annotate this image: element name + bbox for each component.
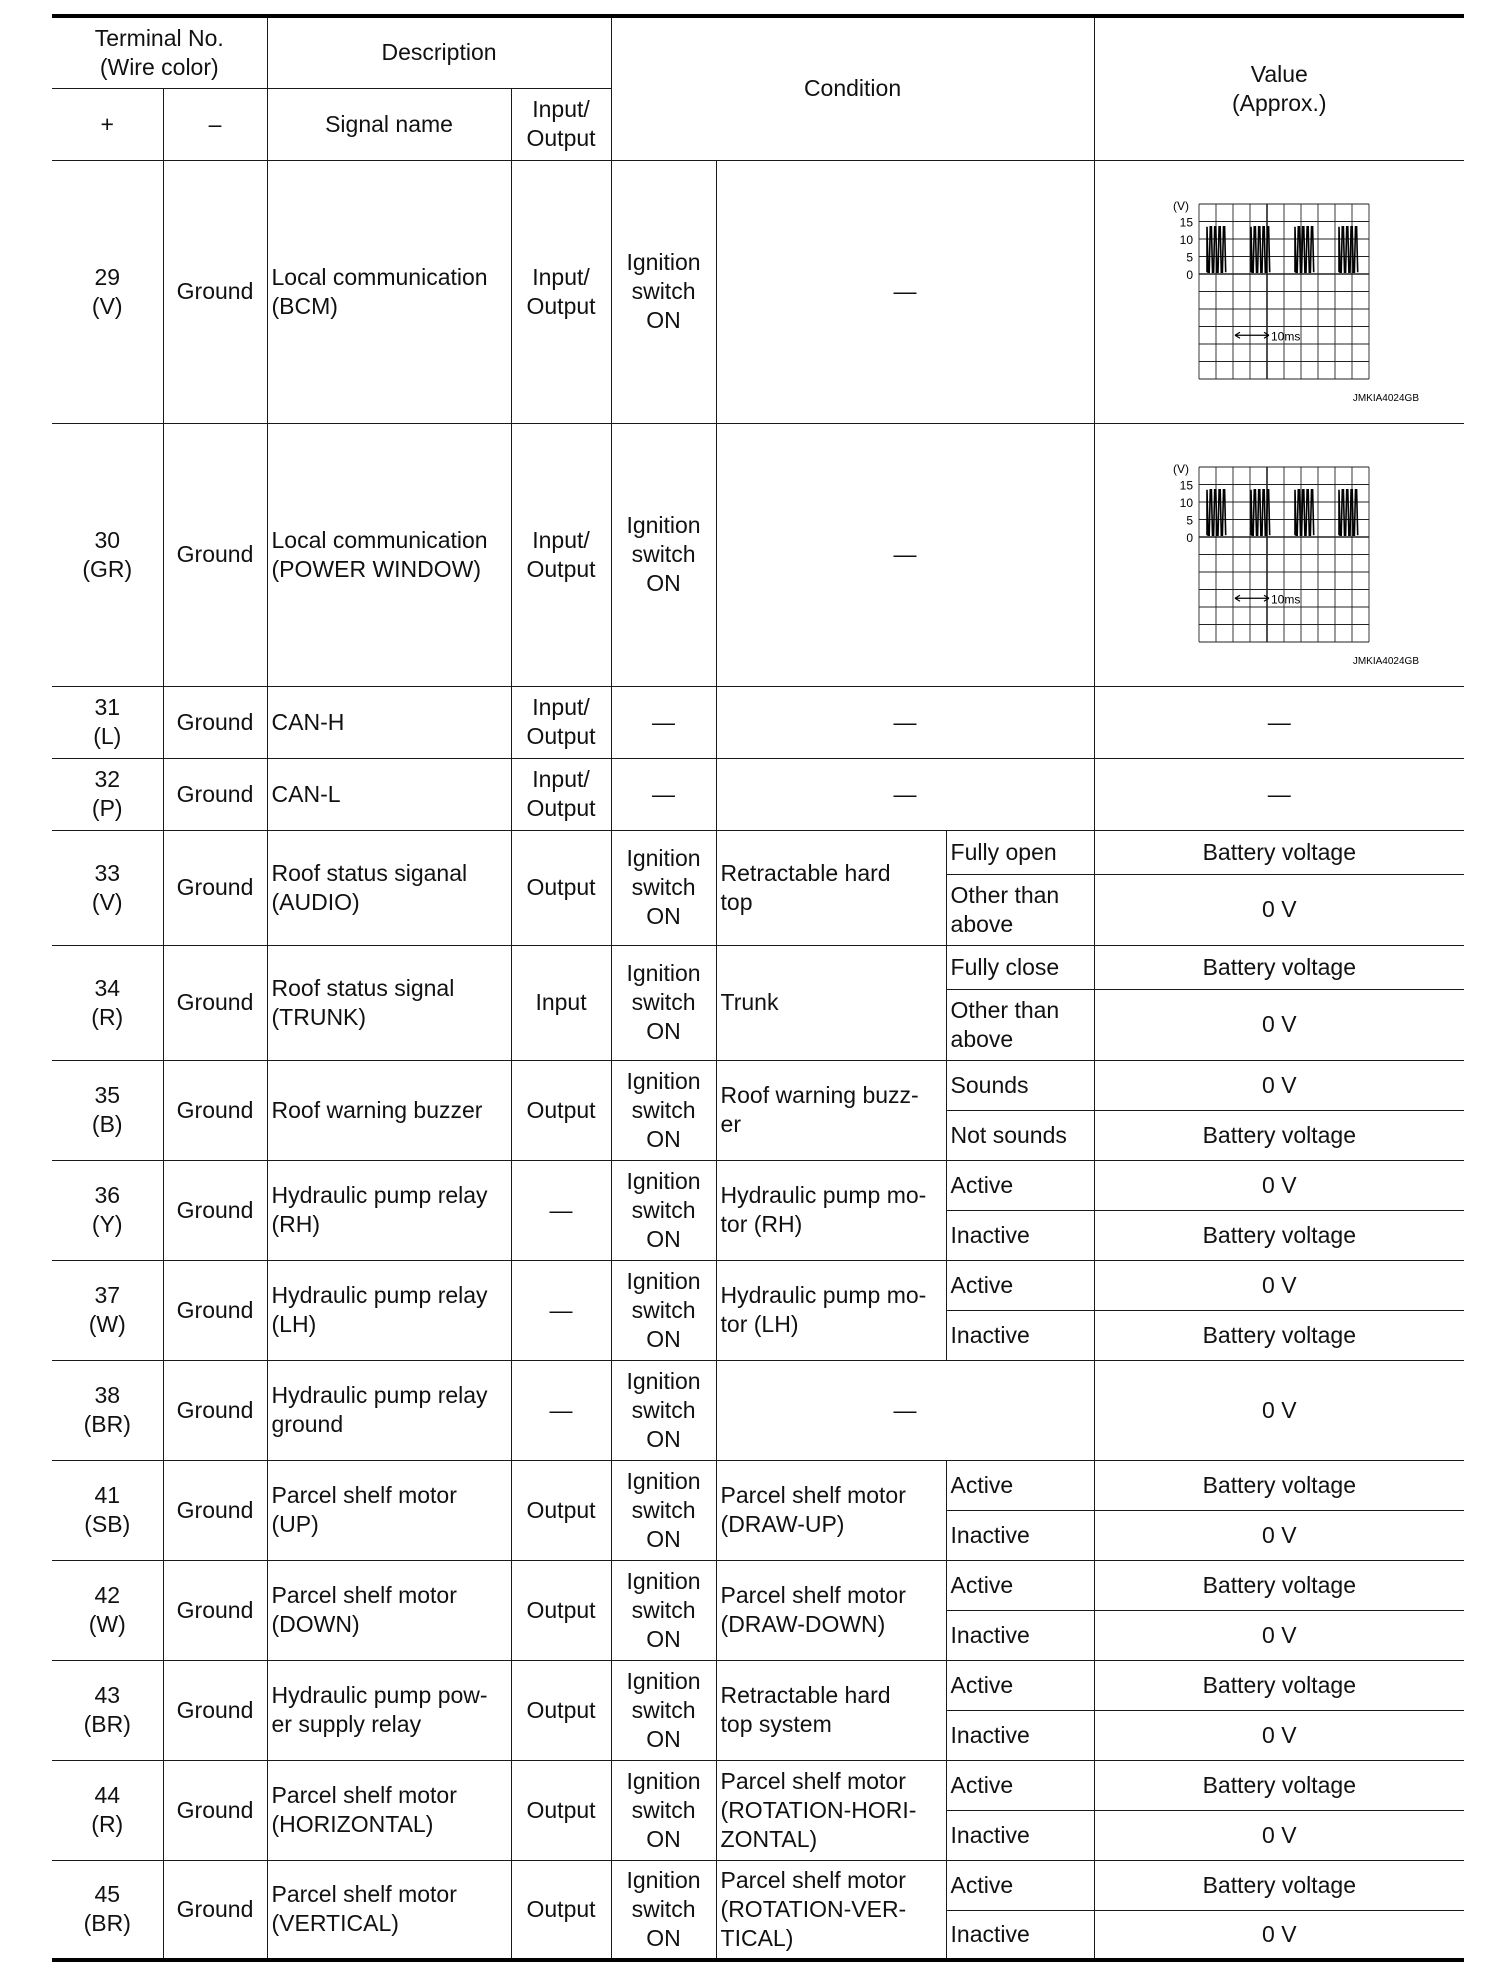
signal-name: Local communication (BCM) [267,160,511,423]
condition-ignition: Ignition switch ON [611,1760,716,1860]
terminal-number: 41 (SB) [52,1460,163,1560]
table-row [52,1660,1464,1710]
condition-detail: Retractable hard top [716,830,946,945]
ground-terminal: Ground [163,1760,267,1860]
table-row [52,1560,1464,1610]
condition-state: Inactive [946,1210,1094,1260]
table-row [52,1260,1464,1310]
signal-burst [1251,489,1270,535]
terminal-spec-document [52,14,1464,1962]
condition-detail: — [716,758,1094,830]
condition-detail: — [716,160,1094,423]
table-row [52,160,1464,423]
signal-name: Hydraulic pump pow- er supply relay [267,1660,511,1760]
table-row [52,1460,1464,1510]
value-cell: 0 V [1094,1710,1464,1760]
waveform-svg [1149,455,1420,667]
condition-ignition: Ignition switch ON [611,1160,716,1260]
condition-detail: Parcel shelf motor (ROTATION-VER- TICAL) [716,1860,946,1960]
terminal-number: 31 (L) [52,686,163,758]
value-cell: Battery voltage [1094,1860,1464,1910]
header-description: Description [267,16,611,88]
input-output: Output [511,1460,611,1560]
condition-detail: — [716,1360,1094,1460]
condition-ignition: Ignition switch ON [611,1560,716,1660]
input-output: Output [511,830,611,945]
axis-unit: (V) [1173,198,1190,213]
waveform-figure [1149,455,1420,667]
input-output: Output [511,1560,611,1660]
value-cell [1094,160,1464,423]
condition-detail: Hydraulic pump mo- tor (LH) [716,1260,946,1360]
table-row [52,945,1464,989]
condition-ignition: Ignition switch ON [611,1060,716,1160]
table-row [52,830,1464,874]
value-cell: 0 V [1094,1260,1464,1310]
condition-detail: — [716,423,1094,686]
value-cell: 0 V [1094,1510,1464,1560]
value-cell: 0 V [1094,1060,1464,1110]
ground-terminal: Ground [163,830,267,945]
ground-terminal: Ground [163,758,267,830]
value-cell: 0 V [1094,1160,1464,1210]
condition-state: Inactive [946,1310,1094,1360]
header-signal-name: Signal name [267,88,511,160]
condition-ignition: Ignition switch ON [611,1260,716,1360]
signal-name: Roof warning buzzer [267,1060,511,1160]
condition-state: Not sounds [946,1110,1094,1160]
ground-terminal: Ground [163,1260,267,1360]
terminal-number: 34 (R) [52,945,163,1060]
input-output: Output [511,1060,611,1160]
condition-ignition: Ignition switch ON [611,423,716,686]
condition-state: Active [946,1160,1094,1210]
value-cell: Battery voltage [1094,1560,1464,1610]
terminal-number: 33 (V) [52,830,163,945]
terminal-number: 35 (B) [52,1060,163,1160]
table-row [52,758,1464,830]
input-output: — [511,1260,611,1360]
ground-terminal: Ground [163,1560,267,1660]
signal-burst [1207,226,1226,272]
ground-terminal: Ground [163,1460,267,1560]
value-cell: Battery voltage [1094,1760,1464,1810]
signal-name: Local communication (POWER WINDOW) [267,423,511,686]
ground-terminal: Ground [163,1160,267,1260]
condition-ignition: — [611,758,716,830]
condition-detail: Parcel shelf motor (ROTATION-HORI- ZONTAL) [716,1760,946,1860]
condition-state: Inactive [946,1610,1094,1660]
time-scale-arrow [1235,595,1269,601]
terminal-number: 29 (V) [52,160,163,423]
signal-name: Parcel shelf motor (VERTICAL) [267,1860,511,1960]
table-row [52,1360,1464,1460]
condition-state: Active [946,1560,1094,1610]
condition-state: Fully open [946,830,1094,874]
signal-name: Roof status signal (TRUNK) [267,945,511,1060]
signal-name: Roof status siganal (AUDIO) [267,830,511,945]
value-cell: Battery voltage [1094,1110,1464,1160]
value-cell: Battery voltage [1094,945,1464,989]
signal-name: CAN-L [267,758,511,830]
condition-detail: Parcel shelf motor (DRAW-DOWN) [716,1560,946,1660]
axis-tick-label: 0 [1186,530,1194,545]
condition-state: Inactive [946,1910,1094,1960]
input-output: Output [511,1660,611,1760]
condition-ignition: — [611,686,716,758]
axis-tick-label: 0 [1186,267,1194,282]
terminal-number: 45 (BR) [52,1860,163,1960]
terminal-number: 38 (BR) [52,1360,163,1460]
condition-state: Active [946,1460,1094,1510]
value-cell: 0 V [1094,1910,1464,1960]
value-cell: 0 V [1094,989,1464,1060]
table-row [52,1760,1464,1810]
header-minus: – [163,88,267,160]
ground-terminal: Ground [163,423,267,686]
signal-burst [1295,489,1314,535]
input-output: — [511,1360,611,1460]
ground-terminal: Ground [163,160,267,423]
signal-name: Parcel shelf motor (HORIZONTAL) [267,1760,511,1860]
input-output: Input/ Output [511,758,611,830]
ground-terminal: Ground [163,1360,267,1460]
input-output: Input/ Output [511,423,611,686]
figure-code: JMKIA4024GB [1353,392,1420,404]
condition-detail: Trunk [716,945,946,1060]
value-cell [1094,423,1464,686]
condition-state: Fully close [946,945,1094,989]
table-row [52,1160,1464,1210]
signal-burst [1295,226,1314,272]
signal-burst [1251,226,1270,272]
terminal-spec-table [52,14,1464,1962]
ground-terminal: Ground [163,1860,267,1960]
condition-detail: Roof warning buzz- er [716,1060,946,1160]
value-cell: Battery voltage [1094,1660,1464,1710]
table-row [52,686,1464,758]
input-output: — [511,1160,611,1260]
header-row-1 [52,16,1464,88]
condition-detail: — [716,686,1094,758]
signal-name: Hydraulic pump relay (RH) [267,1160,511,1260]
header-io: Input/ Output [511,88,611,160]
time-scale-arrow [1235,332,1269,338]
condition-state: Inactive [946,1510,1094,1560]
axis-tick-label: 15 [1179,215,1194,229]
terminal-number: 37 (W) [52,1260,163,1360]
condition-detail: Hydraulic pump mo- tor (RH) [716,1160,946,1260]
condition-ignition: Ignition switch ON [611,160,716,423]
table-row [52,1860,1464,1910]
table-row [52,423,1464,686]
axis-tick-label: 5 [1186,513,1194,527]
terminal-number: 43 (BR) [52,1660,163,1760]
input-output: Output [511,1760,611,1860]
input-output: Input/ Output [511,686,611,758]
value-cell: Battery voltage [1094,1210,1464,1260]
condition-state: Other than above [946,874,1094,945]
signal-burst [1339,489,1358,535]
condition-state: Inactive [946,1710,1094,1760]
terminal-number: 36 (Y) [52,1160,163,1260]
axis-tick-label: 5 [1186,250,1194,264]
axis-unit: (V) [1173,461,1190,476]
condition-state: Active [946,1760,1094,1810]
signal-name: Hydraulic pump relay ground [267,1360,511,1460]
terminal-number: 30 (GR) [52,423,163,686]
terminal-number: 44 (R) [52,1760,163,1860]
value-cell: — [1094,758,1464,830]
axis-tick-label: 15 [1179,478,1194,492]
input-output: Output [511,1860,611,1960]
condition-state: Other than above [946,989,1094,1060]
signal-name: Hydraulic pump relay (LH) [267,1260,511,1360]
signal-burst [1339,226,1358,272]
axis-tick-label: 10 [1179,232,1194,247]
ground-terminal: Ground [163,686,267,758]
time-scale-label: 10ms [1271,328,1301,343]
condition-state: Active [946,1660,1094,1710]
input-output: Input/ Output [511,160,611,423]
condition-state: Active [946,1860,1094,1910]
value-cell: Battery voltage [1094,1460,1464,1510]
value-cell: Battery voltage [1094,830,1464,874]
waveform-figure [1149,192,1420,404]
time-scale-label: 10ms [1271,591,1301,606]
value-cell: 0 V [1094,1610,1464,1660]
header-value: Value (Approx.) [1094,16,1464,160]
condition-ignition: Ignition switch ON [611,830,716,945]
condition-detail: Parcel shelf motor (DRAW-UP) [716,1460,946,1560]
condition-ignition: Ignition switch ON [611,1360,716,1460]
signal-name: Parcel shelf motor (UP) [267,1460,511,1560]
header-condition: Condition [611,16,1094,160]
signal-name: CAN-H [267,686,511,758]
value-cell: 0 V [1094,874,1464,945]
table-row [52,1060,1464,1110]
input-output: Input [511,945,611,1060]
condition-state: Inactive [946,1810,1094,1860]
condition-state: Active [946,1260,1094,1310]
signal-name: Parcel shelf motor (DOWN) [267,1560,511,1660]
header-plus: + [52,88,163,160]
ground-terminal: Ground [163,1660,267,1760]
ground-terminal: Ground [163,1060,267,1160]
value-cell: 0 V [1094,1810,1464,1860]
condition-ignition: Ignition switch ON [611,945,716,1060]
terminal-number: 32 (P) [52,758,163,830]
signal-burst [1207,489,1226,535]
waveform-svg [1149,192,1420,404]
value-cell: Battery voltage [1094,1310,1464,1360]
condition-detail: Retractable hard top system [716,1660,946,1760]
header-terminal: Terminal No. (Wire color) [52,16,267,88]
condition-ignition: Ignition switch ON [611,1860,716,1960]
value-cell: — [1094,686,1464,758]
figure-code: JMKIA4024GB [1353,655,1420,667]
axis-tick-label: 10 [1179,495,1194,510]
condition-state: Sounds [946,1060,1094,1110]
value-cell: 0 V [1094,1360,1464,1460]
condition-ignition: Ignition switch ON [611,1460,716,1560]
condition-ignition: Ignition switch ON [611,1660,716,1760]
terminal-number: 42 (W) [52,1560,163,1660]
ground-terminal: Ground [163,945,267,1060]
